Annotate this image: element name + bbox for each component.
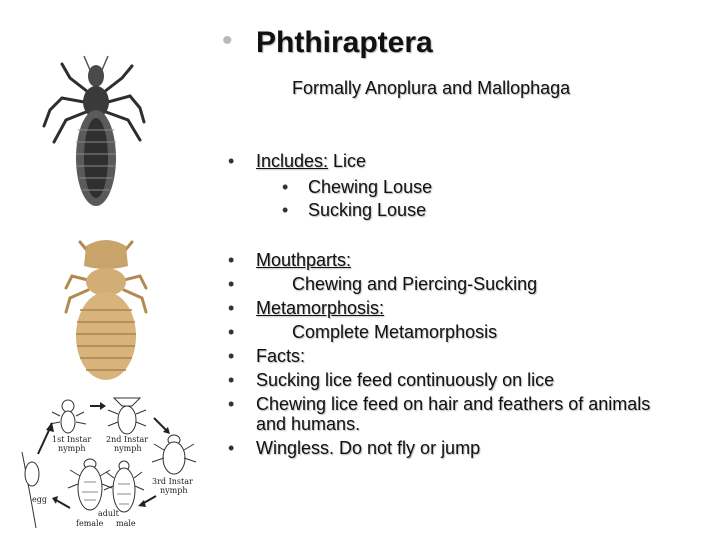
slide-title: Phthiraptera (256, 26, 433, 59)
fact-item: Sucking lice feed continuously on lice (256, 370, 555, 390)
bullet: • (228, 346, 235, 366)
second-instar-label: 2nd Instar (106, 435, 149, 444)
egg-on-hair-drawing (22, 452, 39, 528)
includes-item-chewing: Chewing Louse (308, 177, 433, 197)
bullet: • (228, 250, 235, 270)
arrow-head (100, 402, 106, 410)
adult-female-drawing (68, 459, 112, 510)
bullet: • (228, 151, 235, 171)
includes-item-sucking: Sucking Louse (308, 200, 427, 220)
title-bullet: • (222, 24, 233, 57)
fact-item-continued: and humans. (256, 414, 361, 434)
bullet: • (228, 298, 235, 318)
third-instar-label: 3rd Instar (152, 477, 193, 486)
arrow (56, 500, 70, 508)
fact-item: Chewing lice feed on hair and feathers of animals (256, 394, 651, 414)
second-instar-nymph-label: nymph (114, 444, 142, 453)
first-instar-nymph-drawing (50, 400, 86, 433)
male-label: male (116, 519, 136, 528)
includes-value: Lice (328, 151, 367, 171)
bullet: • (228, 322, 235, 342)
third-instar-nymph-label: nymph (160, 486, 188, 495)
first-instar-nymph-label: nymph (58, 444, 86, 453)
sucking-louse-image (40, 50, 152, 215)
adult-label: adult (98, 509, 119, 518)
mouthparts-value: Chewing and Piercing-Sucking (292, 274, 538, 294)
metamorphosis-value: Complete Metamorphosis (292, 322, 498, 342)
mouthparts-label: Mouthparts: (256, 250, 352, 270)
female-label: female (76, 519, 104, 528)
chewing-louse-image (60, 236, 152, 386)
second-instar-nymph-drawing (108, 398, 146, 434)
metamorphosis-label: Metamorphosis: (256, 298, 385, 318)
arrow-head (138, 500, 146, 507)
bullet: • (282, 200, 289, 220)
first-instar-label: 1st Instar (52, 435, 92, 444)
egg-label: egg (32, 495, 47, 504)
includes-line (256, 150, 366, 172)
fact-item: Wingless. Do not fly or jump (256, 438, 481, 458)
facts-label: Facts: (256, 346, 306, 366)
bullet: • (282, 177, 289, 197)
bullet: • (228, 274, 235, 294)
third-instar-nymph-drawing (152, 435, 196, 474)
bullet: • (228, 438, 235, 458)
slide-subtitle: Formally Anoplura and Mallophaga (292, 78, 571, 98)
bullet: • (228, 370, 235, 390)
bullet: • (228, 394, 235, 414)
louse-life-cycle-diagram (14, 392, 200, 530)
arrow (154, 418, 166, 430)
adult-male-drawing (104, 461, 144, 512)
includes-label: Includes: (256, 151, 329, 171)
arrow (38, 428, 50, 454)
